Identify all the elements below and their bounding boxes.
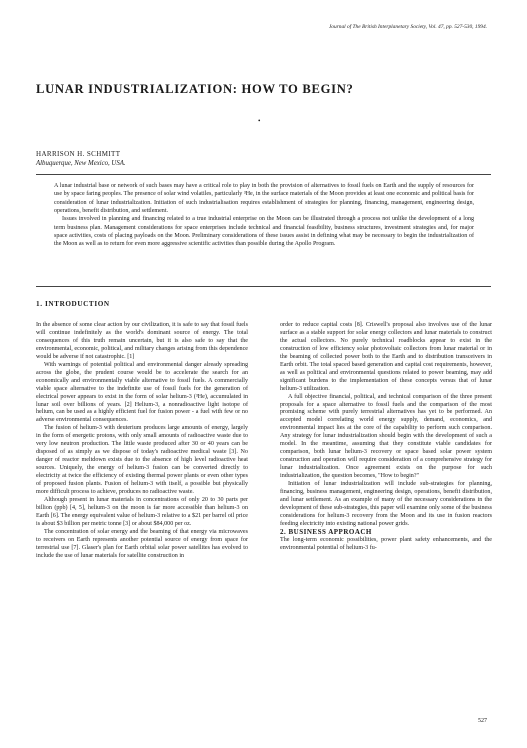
body-paragraph: order to reduce capital costs [8]. Criswell's proposal also involves use of the lunar surface as a stable support for solar energy collectors and lunar materials to construct the actual collectors. No purely technical roadblocks appear to exist in the construction of low efficiency solar photovoltaic collectors from lunar material or in the beaming of collected power both to the Earth and to distribution transceivers in Earth orbit. The total spaced based generation and capital cost requirements, however, as well as political and environmental questions related to power beaming, may add significant burdens to the implementation of these concepts versus that of lunar helium-3 utilization. bbox=[280, 322, 492, 392]
body-paragraph: Initiation of lunar industrialization will include sub-strategies for planning, financing, business management, engineering design, operations, benefit distribution, and lunar settlement. As an example of many of the necessary considerations in the development of these sub-strategies, this paper will examine only some of the business considerations for helium-3 recovery from the Moon and its use in fusion reactors feeding electricity into existing national power grids. bbox=[280, 481, 492, 527]
left-column bbox=[36, 322, 248, 561]
body-paragraph: In the absence of some clear action by our civilization, it is safe to say that fossil fuels will continue indefinitely as the world's dominant source of energy. The total consequences of this truth remain uncertain, but it is also safe to say that the environmental, economic, political, and military changes arising from this dependence would be adverse if not catastrophic. [1] bbox=[36, 322, 248, 360]
body-paragraph: The long-term economic possibilities, power plant safety enhancements, and the environmental potential of helium-3 fu- bbox=[280, 536, 492, 551]
body-paragraph: The fusion of helium-3 with deuterium produces large amounts of energy, largely in the form of energetic protons, with only small amounts of radioactive waste due to very low neutron production. The little waste produced after 30 or 40 years can be disposed of as simply as we dispose of today's radioactive medical waste [3]. No danger of reactor meltdown exists due to the absence of high level radioactive heat sources. Uniquely, the energy of helium-3 fusion can be converted directly to electricity at twice the efficiency of existing thermal power plants or even other types of proposed fusion plants. Fusion of helium-3 with itself, a possible but physically more difficult process to achieve, produces no radioactive waste. bbox=[36, 425, 248, 496]
abstract-paragraph: A lunar industrial base or network of such bases may have a critical role to play in both the provision of alternatives to fossil fuels on Earth and the supply of resources for use by space faring peoples. The presence of solar wind volatiles, particularly ³He, in the surface materials of the Moon provides at least one economic and political basis for consideration of lunar industrialization. Initiation of such industrialisation requires establishment of strategies for planning, financing, management, engineering design, operations, benefit distribution, and settlement. bbox=[54, 183, 474, 215]
body-paragraph: A full objective financial, political, and technical comparison of the three present proposals for a space alternative to fossil fuels and the comparison of the most promising scheme with purely terrestrial alternatives has yet to be performed. An accepted model correlating world energy supply, demand, economics, and environmental impact lies at the core of the capability to perform such comparison. Any strategy for lunar industrialization should begin with the development of such a model. In the meantime, assuming that they constitute viable candidates for comparison, both lunar helium-3 recovery or space based solar power system construction and operation will require consideration of a comprehensive strategy for lunar industrialization. Once agreement exists on the purpose for such industrialization, the question becomes, "How to begin?" bbox=[280, 393, 492, 480]
journal-citation: Journal of The British Interplanetary Society, Vol. 47, pp. 527-530, 1994. bbox=[328, 24, 487, 30]
page-number: 527 bbox=[478, 718, 487, 724]
right-column bbox=[280, 322, 492, 553]
body-paragraph: With warnings of potential political and environmental danger already spreading across the globe, the prudent course would be to accelerate the search for an economically and environmentally viable alternative to fossil fuels. A commercially viable space alternative to the indefinite use of fossil fuels for the generation of electrical power appears to exist in the form of solar helium-3 (³He), accumulated in lunar soil over billions of years. [2] Helium-3, a nonradioactive light isotope of helium, can be used as a highly efficient fuel for fusion power - a fuel with few or no adverse environmental consequences. bbox=[36, 361, 248, 424]
abstract bbox=[54, 182, 474, 249]
body-paragraph: The concentration of solar energy and the beaming of that energy via microwaves to receivers on Earth represents another potential source of energy from space for terrestrial use [7]. Glaser's plan for Earth orbital solar power satellites has evolved to include the use of lunar materials for satellite construction in bbox=[36, 528, 248, 559]
paper-title: LUNAR INDUSTRIALIZATION: HOW TO BEGIN? bbox=[36, 82, 354, 96]
author-affiliation: Albuquerque, New Mexico, USA. bbox=[36, 160, 126, 167]
abstract-paragraph: Issues involved in planning and financing related to a true industrial enterprise on the Moon can be illustrated through a process not unlike the development of a long term business plan. Management considerations for space enterprises include technical and financial feasibility, business structures, investment strategies and, for major space activities, costs of placing payloads on the Moon. Preliminary considerations of these issues assist in defining what may be necessary to begin the industrialization of the Moon as well as to return for even more aggressive scientific activities than possible during the Apollo Program. bbox=[54, 216, 474, 248]
bullet-mark: • bbox=[258, 117, 261, 125]
section-heading-business-approach: 2. BUSINESS APPROACH bbox=[280, 527, 372, 536]
divider-top bbox=[36, 174, 491, 175]
divider-bottom bbox=[36, 286, 491, 287]
body-paragraph: Although present in lunar materials in concentrations of only 20 to 30 parts per billion (ppb) [4, 5], helium-3 on the moon is far more accessible than helium-3 on Earth [6]. The energy equivalent value of helium-3 relative to a $21 per barrel oil price is about $3 billion per metric tonne [3] or about $84,000 per oz. bbox=[36, 496, 248, 527]
author-name: HARRISON H. SCHMITT bbox=[36, 150, 121, 158]
section-heading-introduction: 1. INTRODUCTION bbox=[36, 300, 110, 308]
